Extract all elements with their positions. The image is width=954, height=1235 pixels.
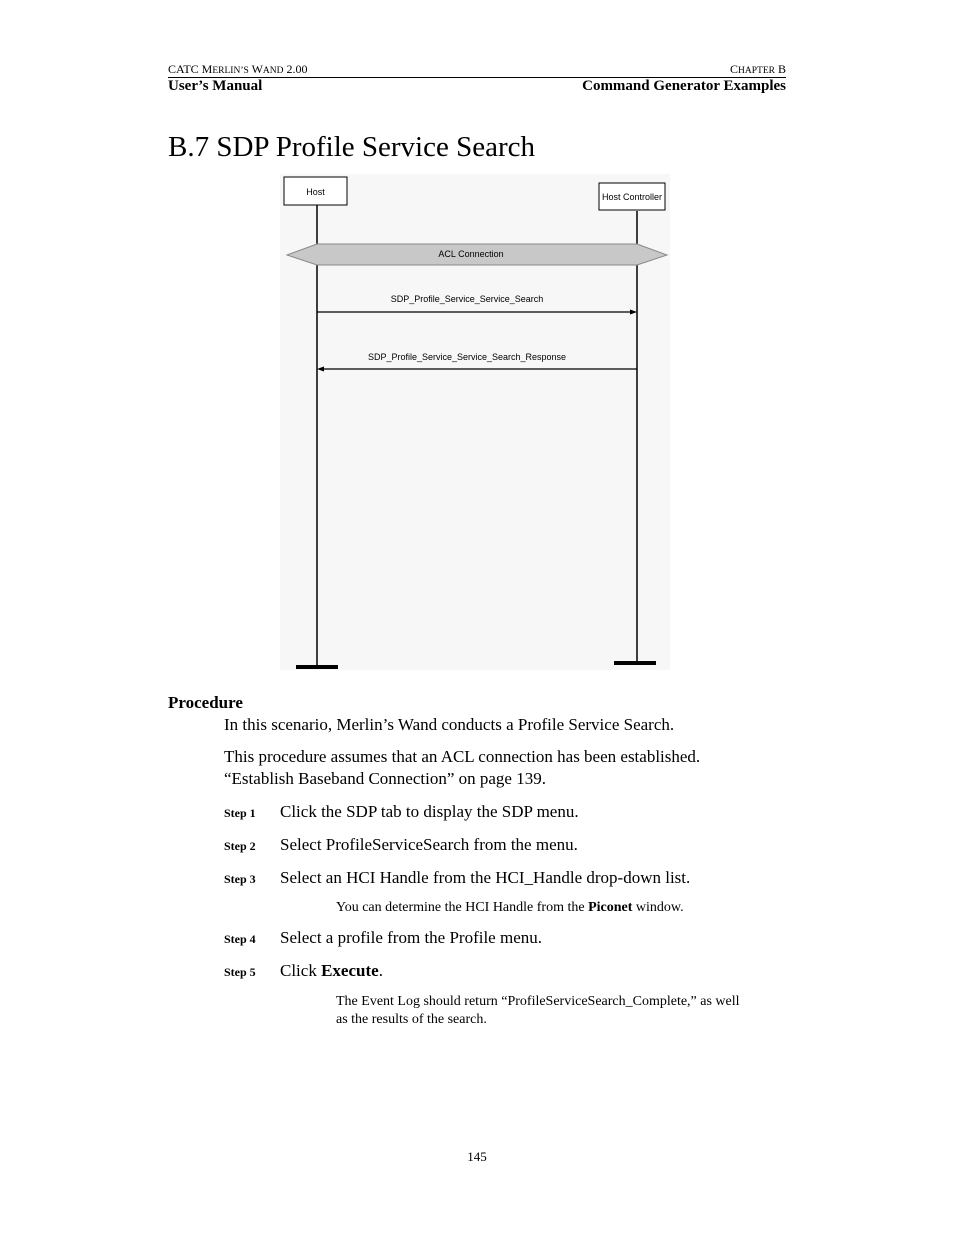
- header-product-name: CATC MERLIN’S WAND 2.00: [168, 62, 308, 76]
- step-2-text: Select ProfileServiceSearch from the menu.: [280, 835, 578, 854]
- controller-label: Host Controller: [601, 192, 663, 202]
- header-chapter: CHAPTER B: [730, 62, 786, 76]
- step-5-note-line2: as the results of the search.: [336, 1012, 487, 1027]
- step-4-text: Select a profile from the Profile menu.: [280, 928, 542, 947]
- procedure-assumption-line2: “Establish Baseband Connection” on page 139.: [224, 769, 546, 788]
- step-5-note-line1: The Event Log should return “ProfileServiceSearch_Complete,” as well: [336, 994, 740, 1009]
- acl-connection-label: ACL Connection: [438, 249, 504, 259]
- host-label: Host: [306, 187, 325, 197]
- step-5-text: Click Execute.: [280, 961, 383, 980]
- step-3-text: Select an HCI Handle from the HCI_Handle drop-down list.: [280, 868, 691, 887]
- host-lifeline-end: [296, 665, 338, 669]
- message-1-label: SDP_Profile_Service_Service_Search: [390, 294, 544, 304]
- step-1-label: Step 1: [224, 806, 256, 820]
- step-2-label: Step 2: [224, 839, 256, 853]
- procedure-intro: In this scenario, Merlin’s Wand conducts a Profile Service Search.: [224, 715, 675, 734]
- controller-lifeline-end: [614, 661, 656, 665]
- header-manual-title: User’s Manual: [168, 78, 263, 94]
- step-3-note: You can determine the HCI Handle from the Piconet window.: [336, 900, 684, 915]
- step-3-label: Step 3: [224, 872, 256, 886]
- procedure-assumption-line1: This procedure assumes that an ACL connection has been established.: [224, 747, 701, 766]
- page-number: 145: [467, 1149, 487, 1164]
- sequence-diagram: [280, 174, 670, 670]
- procedure-heading: Procedure: [168, 693, 243, 712]
- step-5-label: Step 5: [224, 965, 256, 979]
- step-4-label: Step 4: [224, 932, 256, 946]
- page-title: B.7 SDP Profile Service Search: [168, 131, 536, 163]
- header-section-title: Command Generator Examples: [582, 78, 786, 94]
- message-2-label: SDP_Profile_Service_Service_Search_Response: [367, 352, 567, 362]
- step-1-text: Click the SDP tab to display the SDP menu.: [280, 802, 579, 821]
